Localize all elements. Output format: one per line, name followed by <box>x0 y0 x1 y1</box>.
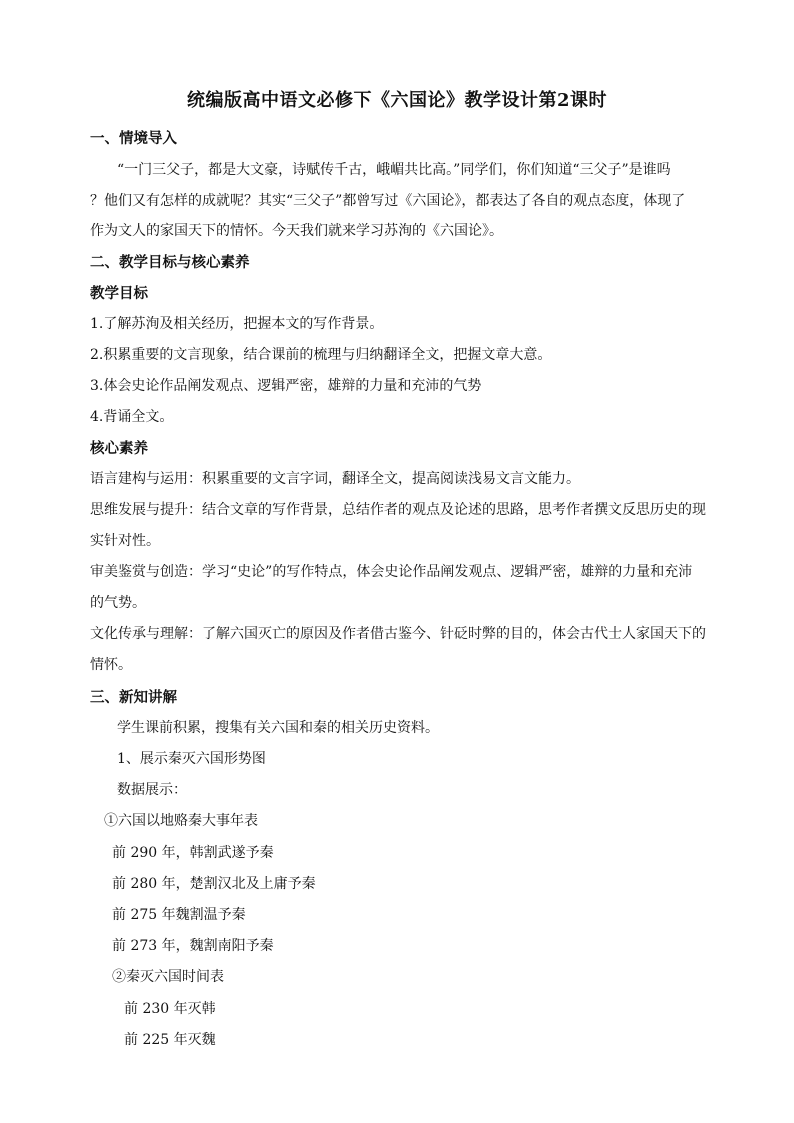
list-title: ①六国以地赂秦大事年表 <box>104 813 258 829</box>
paragraph-line: “一门三父子，都是大文豪，诗赋传千古，峨嵋共比高。”同学们，你们知道“三父子”是谁吗 <box>117 162 671 178</box>
goal-item: 2.积累重要的文言现象，结合课前的梳理与归纳翻译全文，把握文章大意。 <box>90 347 552 363</box>
intro-line: 学生课前积累，搜集有关六国和秦的相关历史资料。 <box>117 720 439 736</box>
core-line: 思维发展与提升：结合文章的写作背景，总结作者的观点及论述的思路，思考作者撰文反思历史的现 <box>90 502 706 518</box>
core-heading: 核心素养 <box>90 440 148 457</box>
core-line: 文化传承与理解：了解六国灭亡的原因及作者借古鉴今、针砭时弊的目的，体会古代士人家国天下的 <box>90 626 706 642</box>
paragraph-line: 作为文人的家国天下的情怀。今天我们就来学习苏洵的《六国论》。 <box>90 223 503 239</box>
list-item: 前 280 年，楚割汉北及上庸予秦 <box>112 876 316 892</box>
goal-item: 4.背诵全文。 <box>90 409 174 425</box>
core-line: 情怀。 <box>90 657 132 673</box>
section3-heading: 三、新知讲解 <box>90 689 177 706</box>
goal-item: 3.体会史论作品阐发观点、逻辑严密，雄辩的力量和充沛的气势 <box>90 378 482 394</box>
list-item: 前 225 年灭魏 <box>124 1032 216 1048</box>
core-line: 审美鉴赏与创造：学习“史论”的写作特点，体会史论作品阐发观点、逻辑严密，雄辩的力量和充沛 <box>90 564 693 580</box>
page-title: 统编版高中语文必修下《六国论》教学设计第2课时 <box>186 90 608 111</box>
section1-heading: 一、情境导入 <box>90 130 177 147</box>
data-label: 数据展示： <box>117 782 187 798</box>
list-title: ②秦灭六国时间表 <box>112 969 224 985</box>
section2-heading: 二、教学目标与核心素养 <box>90 254 250 271</box>
item-line: 1、展示秦灭六国形势图 <box>117 751 266 767</box>
paragraph-line: ？他们又有怎样的成就呢？其实“三父子”都曾写过《六国论》，都表达了各自的观点态度，体现了 <box>90 193 686 209</box>
list-item: 前 230 年灭韩 <box>124 1001 216 1017</box>
list-item: 前 275 年魏割温予秦 <box>112 907 246 923</box>
core-line: 实针对性。 <box>90 533 160 549</box>
list-item: 前 290 年，韩割武遂予秦 <box>112 845 274 861</box>
core-line: 的气势。 <box>90 595 146 611</box>
list-item: 前 273 年，魏割南阳予秦 <box>112 938 274 954</box>
goals-heading: 教学目标 <box>90 285 148 302</box>
core-line: 语言建构与运用：积累重要的文言字词，翻译全文，提高阅读浅易文言文能力。 <box>90 471 580 487</box>
goal-item: 1.了解苏洵及相关经历，把握本文的写作背景。 <box>90 316 384 332</box>
